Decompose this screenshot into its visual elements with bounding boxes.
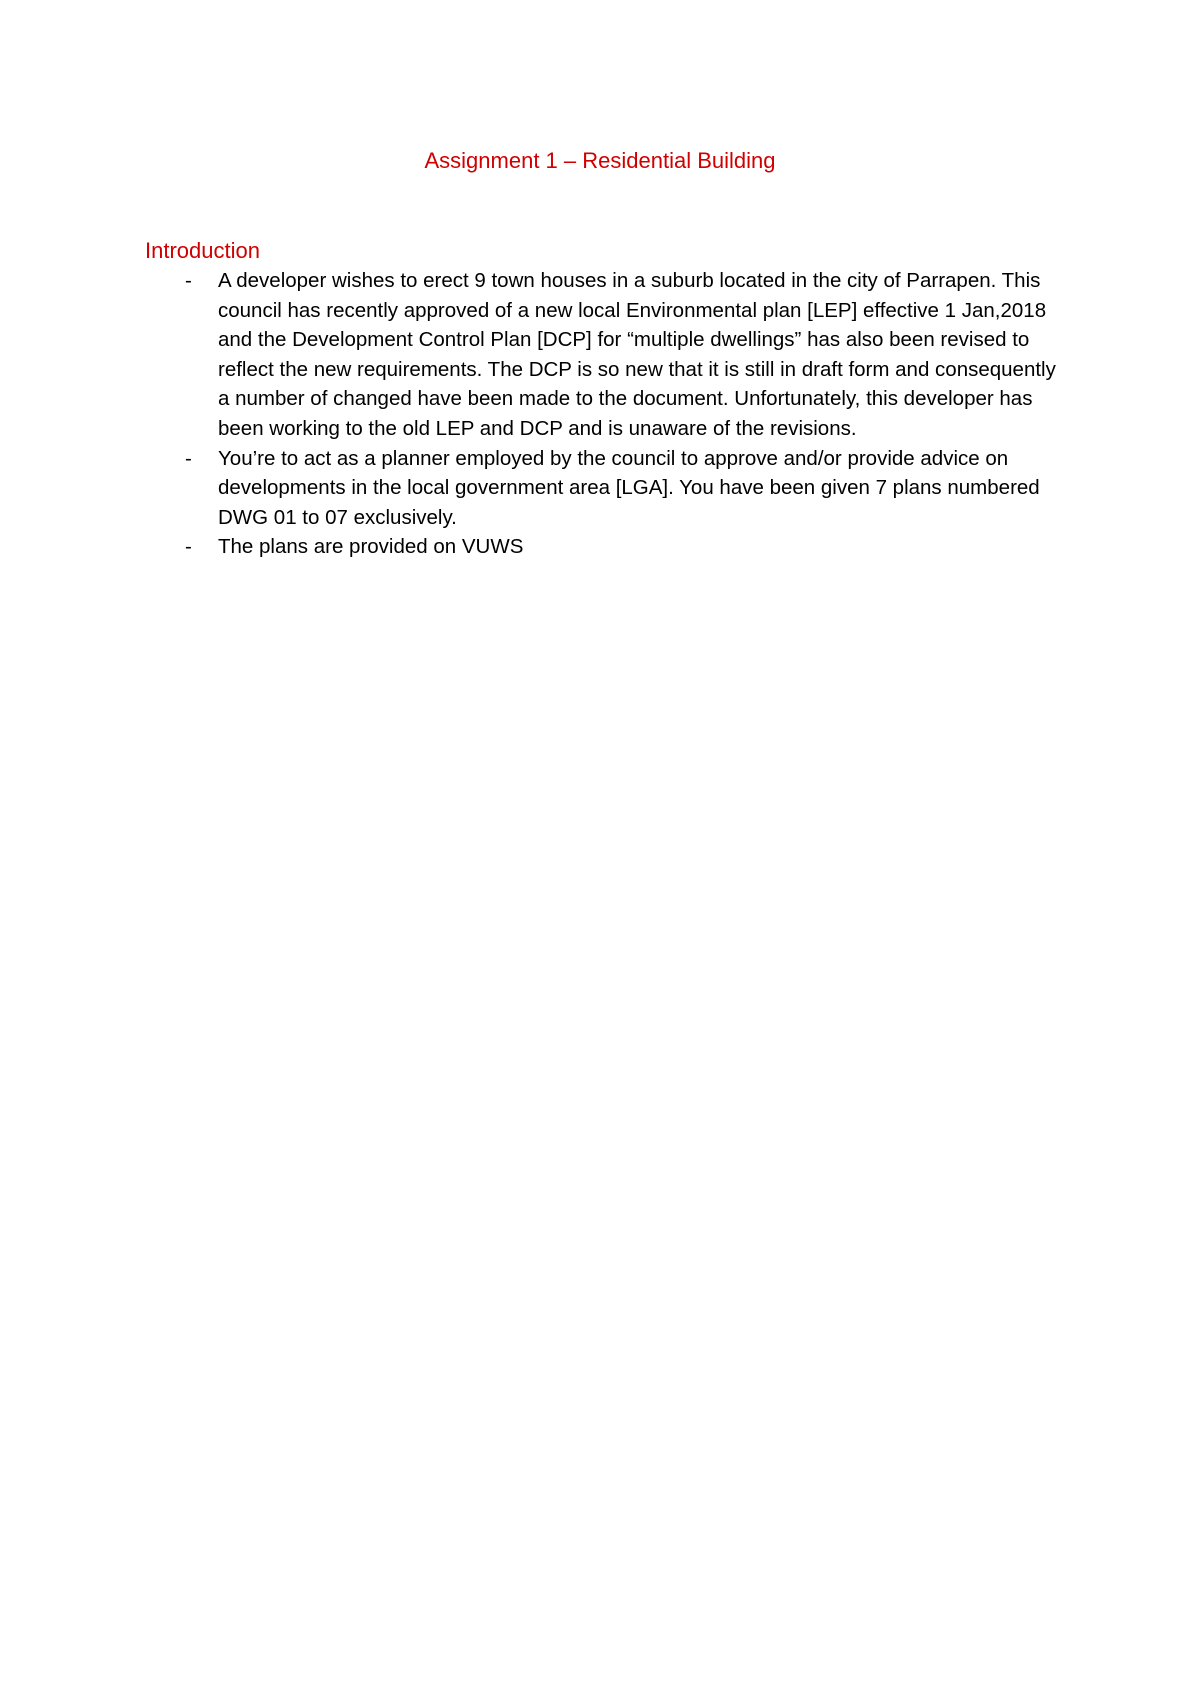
introduction-bullet-list xyxy=(145,266,1065,562)
list-item-text: You’re to act as a planner employed by the council to approve and/or provide advice on developments in the local government area [LGA]. You have been given 7 plans numbered DWG 01 to 07 exclusively. xyxy=(218,446,1040,529)
list-item xyxy=(145,444,1065,533)
bullet-dash-icon: - xyxy=(185,446,192,470)
bullet-dash-icon: - xyxy=(185,269,192,292)
document-title: Assignment 1 – Residential Building xyxy=(424,148,776,173)
section-heading-introduction: Introduction xyxy=(145,238,260,263)
list-item xyxy=(145,266,1065,444)
list-item xyxy=(145,532,1065,562)
bullet-dash-icon: - xyxy=(185,535,192,559)
list-item-text: A developer wishes to erect 9 town houses in a suburb located in the city of Parrapen. This council has recently approved of a new local Environmental plan [LEP] effective 1 Jan,2018 and the Development Control Plan [DCP] for “multiple dwellings” has also been revised to reflect the new requirements. The DCP is so new that it is still in draft form and consequently a number of changed have been made to the document. Unfortunately, this developer has been working to the old LEP and DCP and is unaware of the revisions. xyxy=(218,269,1056,440)
list-item-text: The plans are provided on VUWS xyxy=(218,535,524,559)
